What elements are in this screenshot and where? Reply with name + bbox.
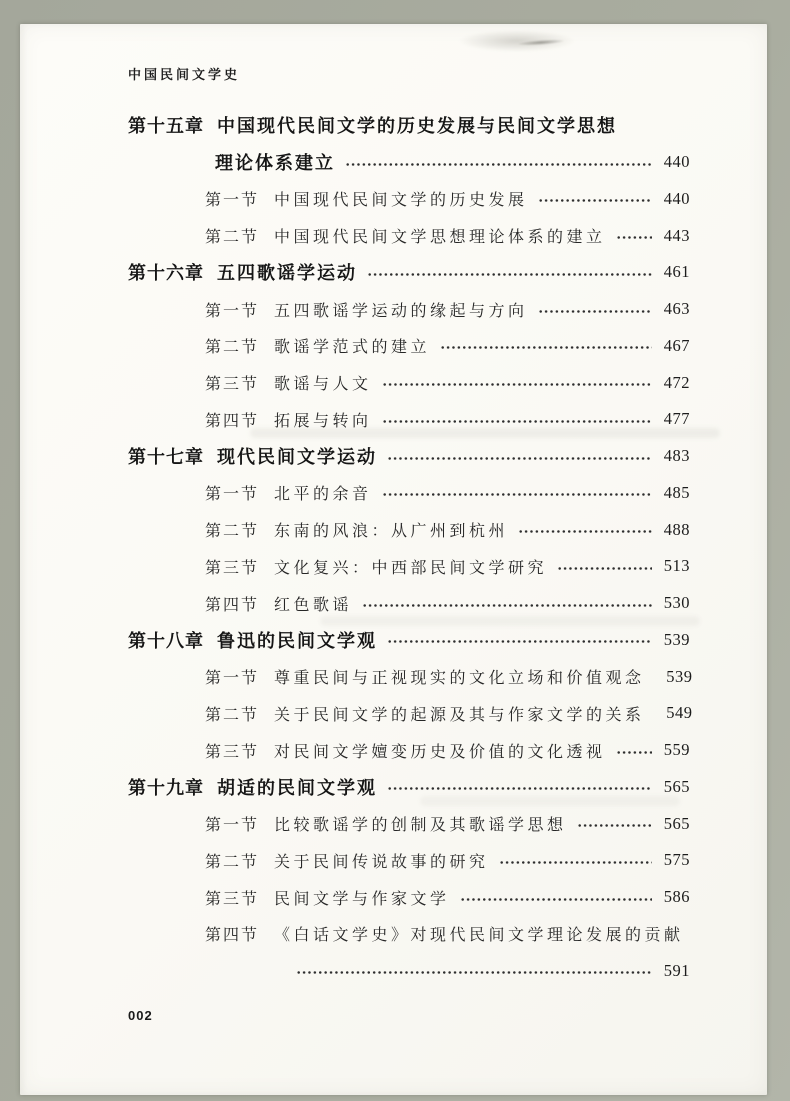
toc-page-number: 565 (663, 813, 690, 833)
running-head: 中国民间文学史 (128, 67, 241, 82)
toc-entry-title: 关于民间文学的起源及其与作家文学的关系 (274, 706, 645, 724)
toc-row-section (128, 695, 693, 732)
toc-row-section (128, 511, 690, 548)
toc-row-section (128, 291, 690, 328)
dot-leader (345, 161, 652, 168)
toc-row-section (128, 585, 690, 622)
toc-entry-title: 五四歌谣学运动 (217, 263, 357, 284)
toc-page-number: 539 (663, 629, 690, 649)
toc-row-section (128, 401, 690, 438)
toc-page-number: 488 (663, 519, 690, 539)
toc-entry-label: 第一节 (205, 302, 260, 320)
toc-entry-title: 尊重民间与正视现实的文化立场和价值观念 (274, 670, 645, 688)
toc-row-section (128, 364, 690, 401)
dot-leader (367, 271, 652, 278)
toc-page-number: 443 (663, 225, 690, 245)
toc-row-chapter_cont (128, 144, 690, 181)
toc-entry-title: 红色歌谣 (274, 596, 353, 614)
toc-row-chapter (128, 622, 690, 659)
toc-entry-label: 第一节 (205, 192, 260, 210)
toc-entry-title: 比较歌谣学的创制及其歌谣学思想 (274, 817, 567, 835)
dot-leader (382, 491, 652, 498)
toc-entry-label: 第十八章 (128, 630, 204, 651)
toc-row-section (128, 805, 690, 842)
toc-page-number: 575 (663, 850, 690, 870)
toc-page-number: 565 (663, 776, 690, 796)
dot-leader (387, 785, 652, 792)
toc-page-number: 549 (666, 703, 693, 723)
toc-page-number: 440 (663, 152, 690, 172)
toc-entry-label: 第三节 (205, 743, 260, 761)
toc-row-section (128, 916, 690, 953)
toc-entry-label: 第二节 (205, 523, 260, 541)
dot-leader (538, 197, 652, 204)
toc-entry-label: 第三节 (205, 890, 260, 908)
toc-page-number: 586 (663, 887, 690, 907)
dot-leader (460, 896, 652, 903)
toc-entry-label: 第二节 (205, 339, 260, 357)
toc-row-chapter (128, 254, 690, 291)
dot-leader (440, 344, 652, 351)
toc-entry-title: 对民间文学嬗变历史及价值的文化透视 (274, 743, 606, 761)
toc-page-number: 539 (666, 666, 693, 686)
toc-row-section (128, 658, 693, 695)
toc-row-chapter (128, 438, 690, 475)
toc-page-number: 530 (663, 593, 690, 613)
toc-row-section (128, 328, 690, 365)
dot-leader (387, 638, 652, 645)
toc-page-number: 559 (663, 740, 690, 760)
toc-entry-title: 鲁迅的民间文学观 (217, 630, 377, 651)
dot-leader (557, 565, 652, 572)
toc-row-section (128, 732, 690, 769)
toc-row-chapter (128, 107, 690, 144)
dot-leader (387, 455, 652, 462)
toc-row-chapter (128, 769, 690, 806)
toc-entry-title: 文化复兴：中西部民间文学研究 (274, 559, 548, 577)
toc-entry-label: 第一节 (205, 486, 260, 504)
toc-entry-title: 中国现代民间文学的历史发展与民间文学思想 (217, 116, 617, 137)
toc-page-number: 513 (663, 556, 690, 576)
dot-leader (616, 749, 652, 756)
dot-leader (577, 822, 652, 829)
toc-page-number: 485 (663, 482, 690, 502)
toc-entry-title: 中国现代民间文学思想理论体系的建立 (274, 229, 606, 247)
toc-entry-label: 第二节 (205, 706, 260, 724)
toc-entry-title: 北平的余音 (274, 486, 372, 504)
toc-row-section (128, 842, 690, 879)
toc-entry-title: 中国现代民间文学的历史发展 (274, 192, 528, 210)
dot-leader (538, 308, 652, 315)
toc-entry-label: 第一节 (205, 670, 260, 688)
toc-entry-title: 理论体系建立 (215, 153, 335, 174)
toc-page-number: 591 (663, 960, 690, 980)
toc-row-section (128, 548, 690, 585)
dot-leader (616, 234, 652, 241)
toc-entry-label: 第十九章 (128, 777, 204, 798)
toc-entry-title: 五四歌谣学运动的缘起与方向 (274, 302, 528, 320)
toc-entry-title: 胡适的民间文学观 (217, 777, 377, 798)
toc-entry-title: 关于民间传说故事的研究 (274, 853, 489, 871)
dot-leader (382, 381, 652, 388)
toc-entry-label: 第一节 (205, 817, 260, 835)
toc-entry-label: 第四节 (205, 927, 260, 945)
toc-page-number: 477 (663, 409, 690, 429)
toc-entry-label: 第十五章 (128, 116, 204, 137)
dot-leader (518, 528, 652, 535)
toc-entry-title: 歌谣学范式的建立 (274, 339, 431, 357)
toc-entry-label: 第二节 (205, 853, 260, 871)
toc-entry-title: 东南的风浪：从广州到杭州 (274, 523, 509, 541)
toc-row-section (128, 181, 690, 218)
toc-page-number: 472 (663, 372, 690, 392)
toc-entry-label: 第三节 (205, 559, 260, 577)
toc-page-number: 463 (663, 299, 690, 319)
toc-page-number: 467 (663, 335, 690, 355)
toc-page-number: 483 (663, 446, 690, 466)
toc-entry-title: 现代民间文学运动 (217, 447, 377, 468)
toc-entry-title: 歌谣与人文 (274, 376, 372, 394)
toc-entry-title: 拓展与转向 (274, 412, 372, 430)
toc-entry-label: 第四节 (205, 596, 260, 614)
dot-leader (499, 859, 652, 866)
toc-page-number: 461 (663, 262, 690, 282)
toc-row-section (128, 217, 690, 254)
toc-list (128, 107, 693, 989)
dot-leader (296, 969, 652, 976)
toc-row-section (128, 475, 690, 512)
toc-entry-label: 第十七章 (128, 447, 204, 468)
toc-entry-title: 《白话文学史》对现代民间文学理论发展的贡献 (274, 927, 684, 945)
toc-entry-label: 第四节 (205, 412, 260, 430)
toc-entry-label: 第三节 (205, 376, 260, 394)
dot-leader (382, 418, 652, 425)
dot-leader (362, 602, 652, 609)
toc-row-leader_only (128, 952, 690, 989)
toc-entry-label: 第二节 (205, 229, 260, 247)
toc-entry-label: 第十六章 (128, 263, 204, 284)
toc-page-number: 440 (663, 188, 690, 208)
toc-row-section (128, 879, 690, 916)
toc-entry-title: 民间文学与作家文学 (274, 890, 450, 908)
folio-page-number: 002 (128, 1008, 153, 1023)
book-page (20, 24, 767, 1095)
